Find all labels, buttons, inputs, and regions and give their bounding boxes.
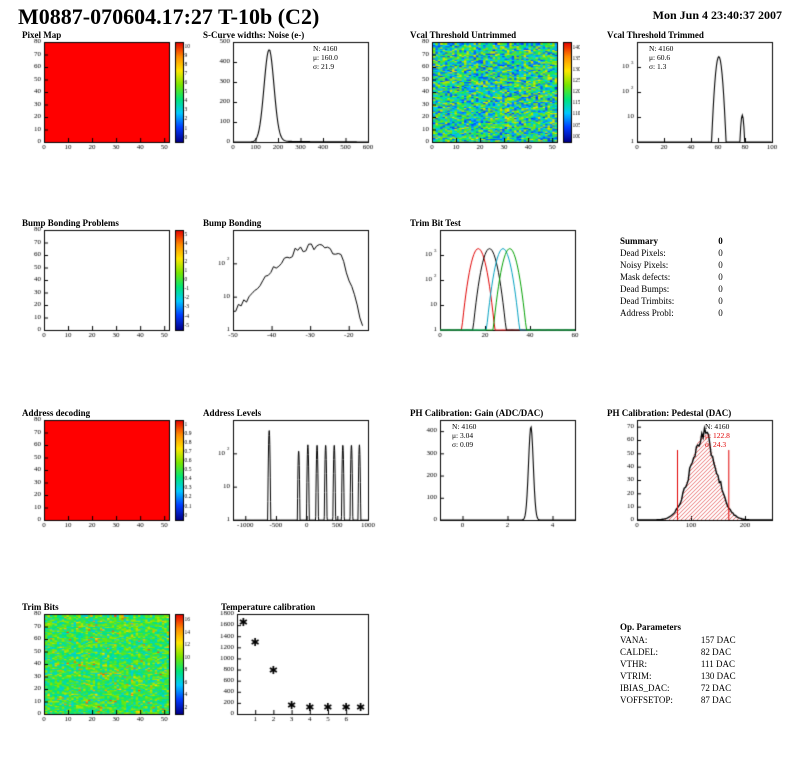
- stat-n: N: 4160: [452, 422, 477, 431]
- stat-mu: μ: 122.8: [705, 431, 730, 440]
- op-label-caldel: CALDEL:: [620, 647, 658, 657]
- summary-value-dead-trimbits: 0: [718, 296, 723, 306]
- op-value-vtrim: 130 DAC: [700, 671, 736, 681]
- summary-value-dead-pixels: 0: [718, 248, 723, 258]
- chart-bump-bonding-problems: [22, 218, 192, 343]
- timestamp: Mon Jun 4 23:40:37 2007: [652, 8, 782, 22]
- stat-n: N: 4160: [313, 44, 338, 53]
- op-label-vtrim: VTRIM:: [620, 671, 652, 681]
- stat-sigma: σ: 24.3: [705, 440, 727, 449]
- op-value-caldel: 82 DAC: [700, 647, 732, 657]
- op-label-vthr: VTHR:: [620, 659, 647, 669]
- op-value-voffsetop: 87 DAC: [700, 695, 732, 705]
- op-value-vana: 157 DAC: [700, 635, 736, 645]
- op-value-vthr: 111 DAC: [700, 659, 735, 669]
- stat-mu: μ: 160.0: [313, 53, 338, 62]
- op-label-ibias-dac: IBIAS_DAC:: [620, 683, 670, 693]
- chart-trim-bit-test: [410, 218, 585, 343]
- summary-heading: Summary: [620, 236, 658, 246]
- chart-pixel-map: [22, 30, 192, 155]
- op-parameters-block: [620, 622, 736, 707]
- op-value-ibias-dac: 72 DAC: [700, 683, 732, 693]
- chart-vcal-threshold-untrimmed: [410, 30, 580, 155]
- chart-ph-calibration-pedestal: [607, 408, 782, 533]
- chart-vcal-threshold-trimmed: [607, 30, 782, 155]
- summary-value-noisy-pixels: 0: [718, 260, 723, 270]
- stat-sigma: σ: 21.9: [313, 62, 335, 71]
- summary-heading-value: 0: [718, 236, 723, 246]
- stat-mu: μ: 3.04: [452, 431, 474, 440]
- summary-label-dead-trimbits: Dead Trimbits:: [620, 296, 675, 306]
- summary-value-dead-bumps: 0: [718, 284, 723, 294]
- chart-scurve-widths: [203, 30, 378, 155]
- summary-value-mask-defects: 0: [718, 272, 723, 282]
- stat-mu: μ: 60.6: [649, 53, 671, 62]
- summary-label-dead-pixels: Dead Pixels:: [620, 248, 666, 258]
- chart-ph-calibration-gain: [410, 408, 585, 533]
- chart-address-decoding: [22, 408, 192, 533]
- op-label-vana: VANA:: [620, 635, 648, 645]
- op-label-voffsetop: VOFFSETOP:: [620, 695, 673, 705]
- page-title: M0887-070604.17:27 T-10b (C2): [18, 4, 320, 29]
- summary-label-address-probl: Address Probl:: [620, 308, 674, 318]
- summary-value-address-probl: 0: [718, 308, 723, 318]
- chart-temperature-calibration: [203, 602, 378, 727]
- summary-block: [620, 236, 723, 320]
- stat-sigma: σ: 0.09: [452, 440, 474, 449]
- summary-label-dead-bumps: Dead Bumps:: [620, 284, 670, 294]
- summary-label-mask-defects: Mask defects:: [620, 272, 671, 282]
- op-parameters-heading: Op. Parameters: [620, 622, 681, 632]
- chart-trim-bits: [22, 602, 192, 727]
- stat-n: N: 4160: [705, 422, 730, 431]
- stat-sigma: σ: 1.3: [649, 62, 667, 71]
- stat-n: N: 4160: [649, 44, 674, 53]
- summary-label-noisy-pixels: Noisy Pixels:: [620, 260, 669, 270]
- chart-bump-bonding: [203, 218, 378, 343]
- chart-address-levels: [203, 408, 378, 533]
